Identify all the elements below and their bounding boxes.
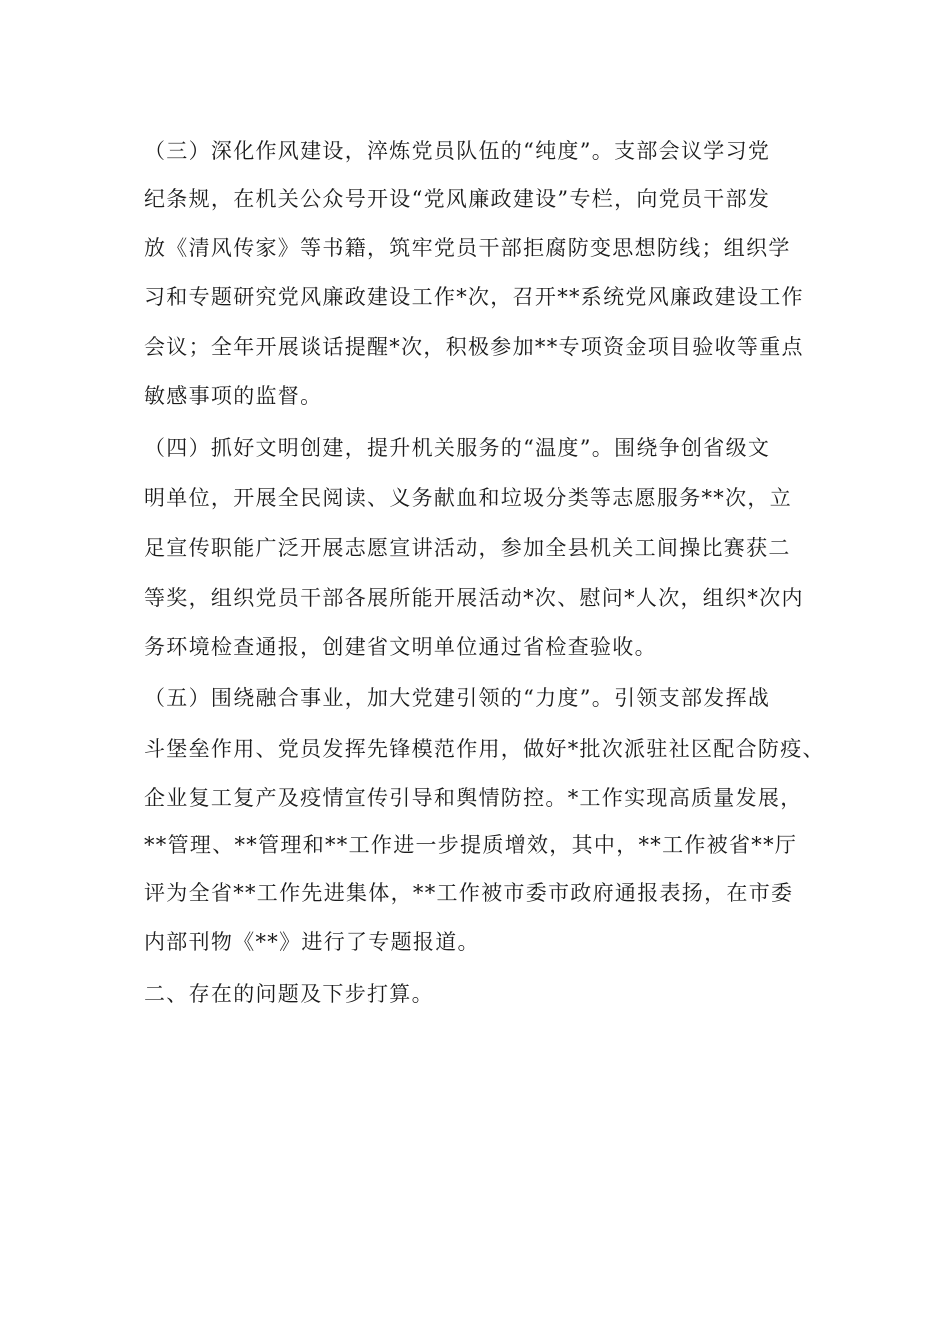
text-line: 务环境检查通报，创建省文明单位通过省检查验收。 xyxy=(144,635,657,659)
text-line: 明单位，开展全民阅读、义务献血和垃圾分类等志愿服务**次，立 xyxy=(144,486,792,510)
text-line: 敏感事项的监督。 xyxy=(144,384,323,408)
text-line: 放《清风传家》等书籍，筑牢党员干部拒腐防变思想防线；组织学 xyxy=(144,236,791,260)
text-line: （三）深化作风建设，淬炼党员队伍的“纯度”。支部会议学习党 xyxy=(144,139,771,163)
text-line: 纪条规，在机关公众号开设“党风廉政建设”专栏，向党员干部发 xyxy=(144,187,771,211)
text-line: 足宣传职能广泛开展志愿宣讲活动，参加全县机关工间操比赛获二 xyxy=(144,536,791,560)
text-line: 斗堡垒作用、党员发挥先锋模范作用，做好*批次派驻社区配合防疫、 xyxy=(144,737,825,761)
text-line: 会议；全年开展谈话提醒*次，积极参加**专项资金项目验收等重点 xyxy=(144,335,804,359)
text-line: （四）抓好文明创建，提升机关服务的“温度”。围绕争创省级文 xyxy=(144,436,771,460)
text-line: 习和专题研究党风廉政建设工作*次，召开**系统党风廉政建设工作 xyxy=(144,285,804,309)
text-line: （五）围绕融合事业，加大党建引领的“力度”。引领支部发挥战 xyxy=(144,686,771,710)
text-line: 等奖，组织党员干部各展所能开展活动*次、慰问*人次，组织*次内 xyxy=(144,586,804,610)
text-line: 企业复工复产及疫情宣传引导和舆情防控。*工作实现高质量发展， xyxy=(144,786,803,810)
text-line: **管理、**管理和**工作进一步提质增效，其中，**工作被省**厅 xyxy=(144,833,798,857)
text-line: 评为全省**工作先进集体，**工作被市委市政府通报表扬，在市委 xyxy=(144,881,794,905)
section-heading: 二、存在的问题及下步打算。 xyxy=(144,982,434,1006)
text-line: 内部刊物《**》进行了专题报道。 xyxy=(144,930,480,954)
